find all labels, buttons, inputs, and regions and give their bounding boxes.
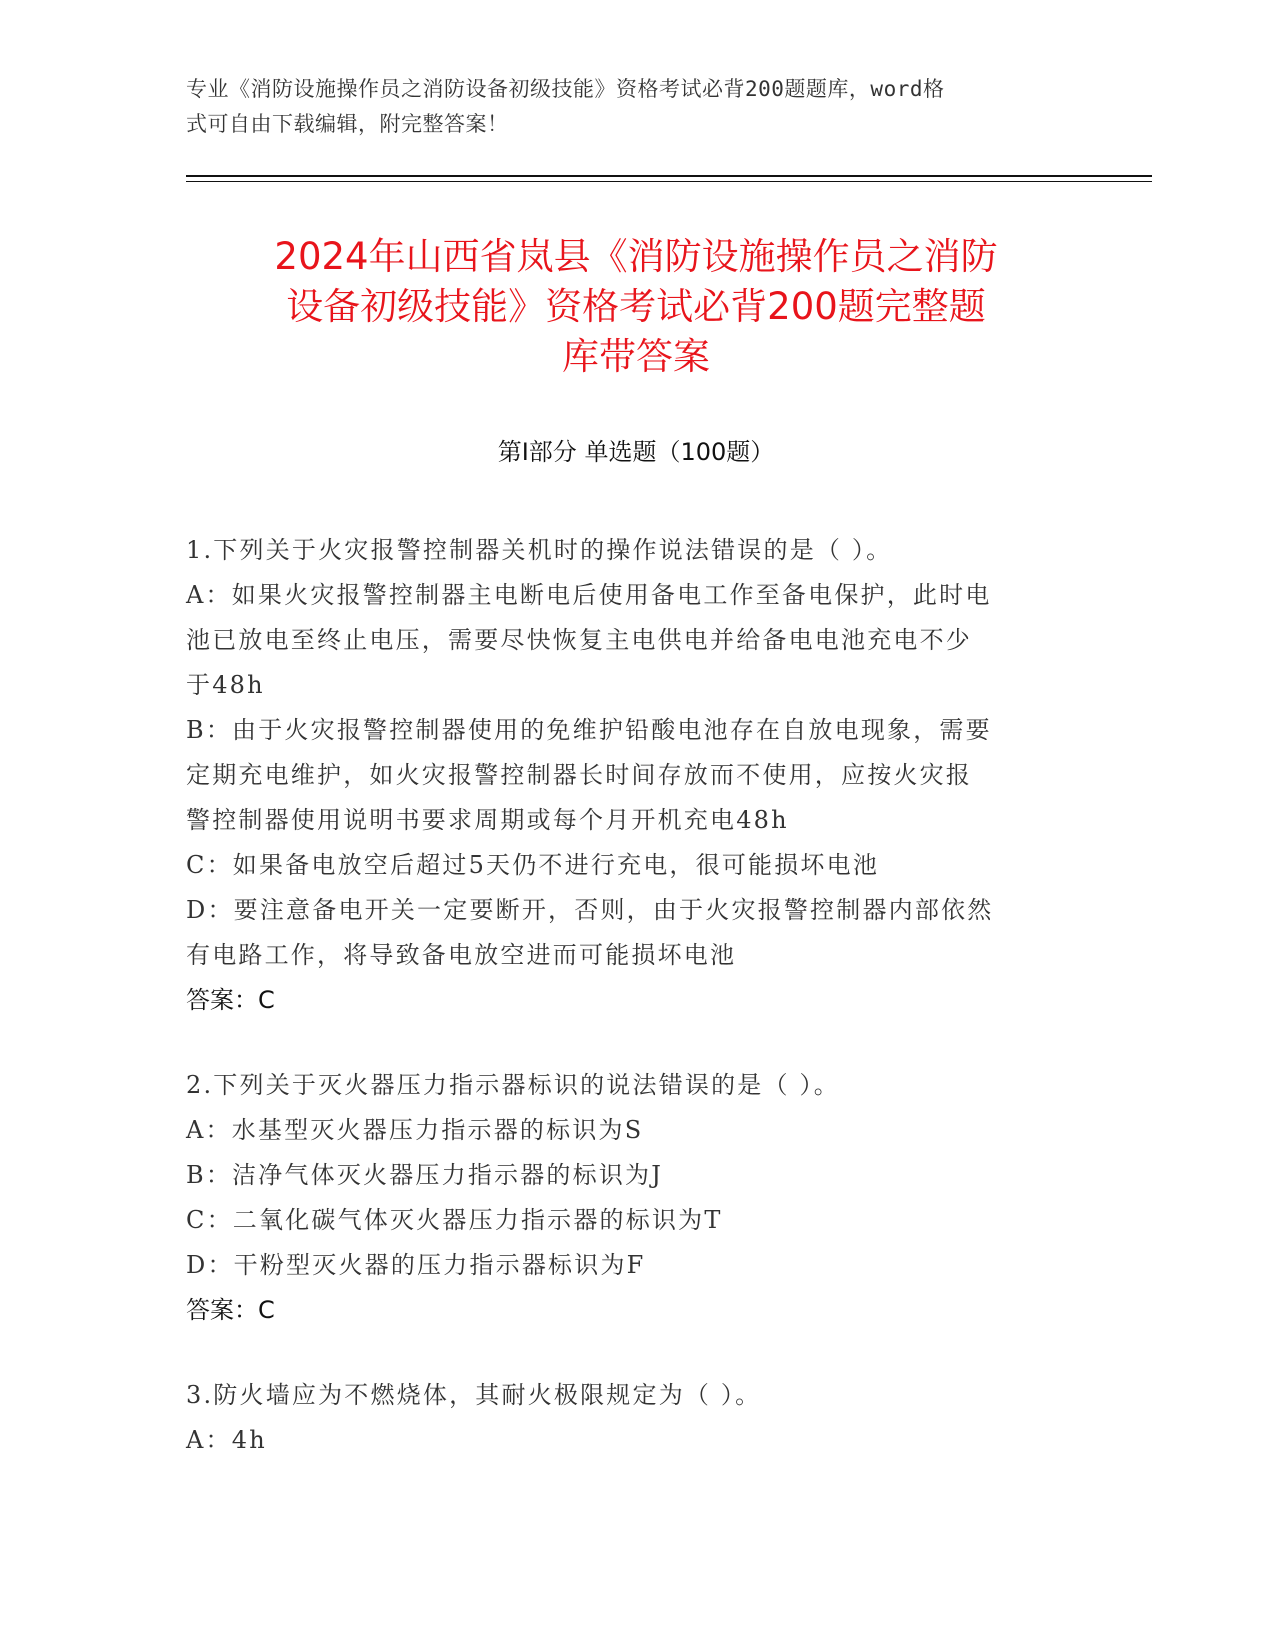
option-a-cont: 于48h <box>186 671 265 699</box>
question-stem: 3.防火墙应为不燃烧体，其耐火极限规定为（ ）。 <box>186 1381 762 1409</box>
section-title: 第Ⅰ部分 单选题（100题） <box>497 438 775 466</box>
header-rule-thin <box>186 181 1152 182</box>
option-d-cont: 有电路工作，将导致备电放空进而可能损坏电池 <box>186 941 737 969</box>
header-note-line: 专业《消防设施操作员之消防设备初级技能》资格考试必背200题题库，word格 <box>186 77 945 101</box>
option-a: A：如果火灾报警控制器主电断电后使用备电工作至备电保护，此时电 <box>186 581 992 609</box>
option-b-cont: 警控制器使用说明书要求周期或每个月开机充电48h <box>186 806 789 834</box>
answer: 答案：C <box>186 986 275 1014</box>
answer: 答案：C <box>186 1296 275 1324</box>
option-c: C：如果备电放空后超过5天仍不进行充电，很可能损坏电池 <box>186 851 880 879</box>
option-a: A：4h <box>186 1426 267 1454</box>
header-note <box>186 72 1086 142</box>
option-a: A：水基型灭火器压力指示器的标识为S <box>186 1116 644 1144</box>
question-list <box>186 528 1066 1503</box>
question-2 <box>186 1063 1066 1333</box>
title-line: 库带答案 <box>562 335 710 378</box>
header-rule-thick <box>186 175 1152 177</box>
option-a-cont: 池已放电至终止电压，需要尽快恢复主电供电并给备电电池充电不少 <box>186 626 972 654</box>
question-stem: 1.下列关于火灾报警控制器关机时的操作说法错误的是（ ）。 <box>186 536 893 564</box>
document-title <box>186 232 1086 382</box>
question-3 <box>186 1373 1066 1463</box>
question-1 <box>186 528 1066 1023</box>
option-c: C：二氧化碳气体灭火器压力指示器的标识为T <box>186 1206 723 1234</box>
title-line: 设备初级技能》资格考试必背200题完整题 <box>286 285 986 328</box>
title-line: 2024年山西省岚县《消防设施操作员之消防 <box>274 235 998 278</box>
option-b: B：由于火灾报警控制器使用的免维护铅酸电池存在自放电现象，需要 <box>186 716 992 744</box>
question-stem: 2.下列关于灭火器压力指示器标识的说法错误的是（ ）。 <box>186 1071 840 1099</box>
option-d: D：干粉型灭火器的压力指示器标识为F <box>186 1251 646 1279</box>
option-b-cont: 定期充电维护，如火灾报警控制器长时间存放而不使用，应按火灾报 <box>186 761 972 789</box>
option-b: B：洁净气体灭火器压力指示器的标识为J <box>186 1161 664 1189</box>
option-d: D：要注意备电开关一定要断开，否则，由于火灾报警控制器内部依然 <box>186 896 994 924</box>
header-note-line: 式可自由下载编辑，附完整答案！ <box>186 112 509 136</box>
